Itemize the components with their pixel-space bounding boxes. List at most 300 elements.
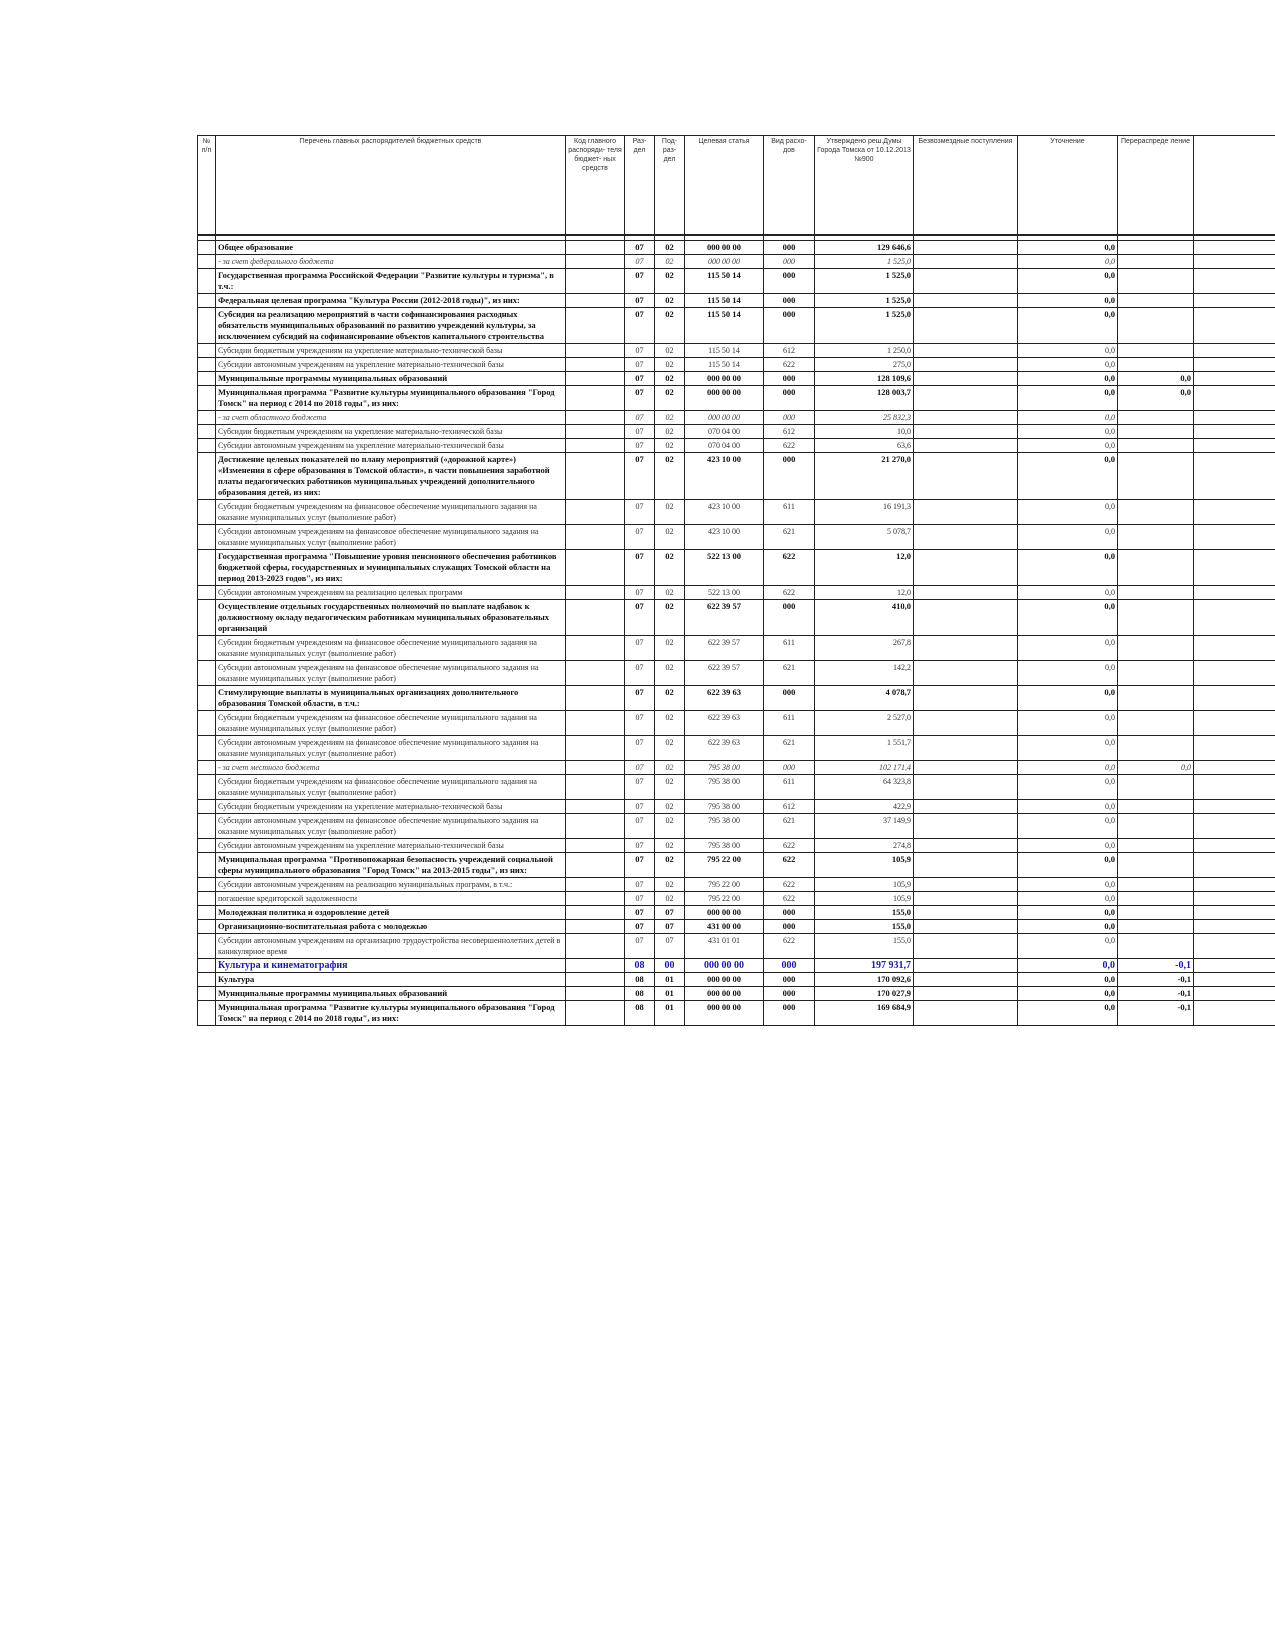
cell-expense-type: 621 bbox=[764, 525, 815, 550]
cell-code bbox=[566, 711, 625, 736]
cell-clarification: 0,0 bbox=[1018, 1001, 1118, 1026]
cell-name: Субсидии автономным учреждениям на укрепление материально-технической базы bbox=[216, 439, 566, 453]
cell-clarification: 0,0 bbox=[1018, 586, 1118, 600]
cell-approved: 422,9 bbox=[815, 800, 914, 814]
cell-gratuitous bbox=[914, 761, 1018, 775]
cell-redistribution bbox=[1118, 358, 1194, 372]
cell-podrazdel: 07 bbox=[655, 920, 685, 934]
cell-redistribution bbox=[1118, 800, 1194, 814]
cell-target-article: 431 00 00 bbox=[685, 920, 764, 934]
cell-gratuitous bbox=[914, 344, 1018, 358]
cell-redistribution bbox=[1118, 661, 1194, 686]
cell-num bbox=[198, 920, 216, 934]
cell-redistribution bbox=[1118, 906, 1194, 920]
cell-razdel: 07 bbox=[625, 500, 655, 525]
cell-num bbox=[198, 906, 216, 920]
cell-podrazdel: 02 bbox=[655, 386, 685, 411]
cell-redistribution bbox=[1118, 711, 1194, 736]
cell-gratuitous bbox=[914, 711, 1018, 736]
cell-clarification: 0,0 bbox=[1018, 636, 1118, 661]
cell-num bbox=[198, 853, 216, 878]
cell-razdel: 07 bbox=[625, 600, 655, 636]
cell-name: Государственная программа Российской Федерации "Развитие культуры и туризма", в т.ч.: bbox=[216, 269, 566, 294]
cell-clarification: 0,0 bbox=[1018, 439, 1118, 453]
cell-redistribution bbox=[1118, 425, 1194, 439]
table-row bbox=[198, 500, 1275, 525]
cell-razdel: 07 bbox=[625, 344, 655, 358]
header-extra bbox=[1194, 136, 1275, 236]
cell-approved: 21 270,0 bbox=[815, 453, 914, 500]
cell-clarification: 0,0 bbox=[1018, 372, 1118, 386]
cell-code bbox=[566, 386, 625, 411]
table-row bbox=[198, 987, 1275, 1001]
cell-clarification: 0,0 bbox=[1018, 814, 1118, 839]
cell-num bbox=[198, 269, 216, 294]
cell-approved: 169 684,9 bbox=[815, 1001, 914, 1026]
cell-expense-type: 622 bbox=[764, 358, 815, 372]
header-gratuitous: Безвозмездные поступления bbox=[914, 136, 1018, 236]
cell-podrazdel: 02 bbox=[655, 892, 685, 906]
cell-clarification: 0,0 bbox=[1018, 500, 1118, 525]
cell-num bbox=[198, 525, 216, 550]
cell-target-article: 000 00 00 bbox=[685, 386, 764, 411]
header-expense-type: Вид расхо- дов bbox=[764, 136, 815, 236]
cell-code bbox=[566, 358, 625, 372]
cell-podrazdel: 02 bbox=[655, 453, 685, 500]
cell-clarification: 0,0 bbox=[1018, 906, 1118, 920]
cell-name: Стимулирующие выплаты в муниципальных организациях дополнительного образования Томской области, в т.ч.: bbox=[216, 686, 566, 711]
cell-redistribution: -0,1 bbox=[1118, 1001, 1194, 1026]
header-num: № п/п bbox=[198, 136, 216, 236]
cell-approved: 1 525,0 bbox=[815, 255, 914, 269]
cell-razdel: 07 bbox=[625, 372, 655, 386]
table-row bbox=[198, 372, 1275, 386]
cell-expense-type: 622 bbox=[764, 586, 815, 600]
cell-name: Культура bbox=[216, 973, 566, 987]
cell-razdel: 07 bbox=[625, 686, 655, 711]
cell-approved: 1 525,0 bbox=[815, 269, 914, 294]
cell-podrazdel: 02 bbox=[655, 711, 685, 736]
cell-name: Субсидии автономным учреждениям на укрепление материально-технической базы bbox=[216, 358, 566, 372]
table-row bbox=[198, 934, 1275, 959]
cell-target-article: 795 38 00 bbox=[685, 775, 764, 800]
cell-code bbox=[566, 411, 625, 425]
cell-razdel: 07 bbox=[625, 586, 655, 600]
cell-gratuitous bbox=[914, 736, 1018, 761]
cell-approved: 102 171,4 bbox=[815, 761, 914, 775]
cell-expense-type: 000 bbox=[764, 386, 815, 411]
cell-redistribution bbox=[1118, 775, 1194, 800]
cell-approved: 10,0 bbox=[815, 425, 914, 439]
cell-gratuitous bbox=[914, 600, 1018, 636]
cell-expense-type: 611 bbox=[764, 775, 815, 800]
cell-target-article: 423 10 00 bbox=[685, 453, 764, 500]
cell-approved: 410,0 bbox=[815, 600, 914, 636]
cell-name: Молодежная политика и оздоровление детей bbox=[216, 906, 566, 920]
cell-razdel: 07 bbox=[625, 906, 655, 920]
cell-redistribution bbox=[1118, 736, 1194, 761]
cell-podrazdel: 01 bbox=[655, 973, 685, 987]
cell-num bbox=[198, 878, 216, 892]
cell-num bbox=[198, 973, 216, 987]
cell-expense-type: 612 bbox=[764, 425, 815, 439]
cell-expense-type: 621 bbox=[764, 661, 815, 686]
cell-num bbox=[198, 800, 216, 814]
cell-podrazdel: 02 bbox=[655, 269, 685, 294]
cell-name: Субсидии автономным учреждениям на финансовое обеспечение муниципального задания на оказание муниципальных услуг (выполнение работ) bbox=[216, 661, 566, 686]
cell-expense-type: 622 bbox=[764, 878, 815, 892]
cell-target-article: 622 39 57 bbox=[685, 600, 764, 636]
cell-name: Организационно-воспитательная работа с молодежью bbox=[216, 920, 566, 934]
cell-extra bbox=[1194, 550, 1275, 586]
cell-expense-type: 000 bbox=[764, 453, 815, 500]
cell-code bbox=[566, 853, 625, 878]
cell-clarification: 0,0 bbox=[1018, 600, 1118, 636]
cell-redistribution bbox=[1118, 934, 1194, 959]
table-row bbox=[198, 959, 1275, 973]
cell-target-article: 795 22 00 bbox=[685, 878, 764, 892]
cell-target-article: 622 39 63 bbox=[685, 711, 764, 736]
cell-podrazdel: 02 bbox=[655, 853, 685, 878]
table-row bbox=[198, 686, 1275, 711]
cell-podrazdel: 02 bbox=[655, 636, 685, 661]
cell-num bbox=[198, 987, 216, 1001]
cell-name: Муниципальные программы муниципальных образований bbox=[216, 987, 566, 1001]
cell-podrazdel: 02 bbox=[655, 586, 685, 600]
cell-redistribution bbox=[1118, 308, 1194, 344]
table-row bbox=[198, 1001, 1275, 1026]
cell-extra bbox=[1194, 839, 1275, 853]
table-row bbox=[198, 358, 1275, 372]
cell-podrazdel: 02 bbox=[655, 814, 685, 839]
cell-approved: 128 003,7 bbox=[815, 386, 914, 411]
table-row bbox=[198, 586, 1275, 600]
cell-gratuitous bbox=[914, 525, 1018, 550]
cell-gratuitous bbox=[914, 892, 1018, 906]
cell-num bbox=[198, 711, 216, 736]
budget-table bbox=[197, 135, 1275, 1026]
cell-code bbox=[566, 661, 625, 686]
cell-extra bbox=[1194, 934, 1275, 959]
table-row bbox=[198, 255, 1275, 269]
cell-target-article: 115 50 14 bbox=[685, 358, 764, 372]
cell-razdel: 08 bbox=[625, 987, 655, 1001]
cell-code bbox=[566, 294, 625, 308]
cell-num bbox=[198, 255, 216, 269]
cell-code bbox=[566, 550, 625, 586]
table-row bbox=[198, 814, 1275, 839]
cell-gratuitous bbox=[914, 294, 1018, 308]
cell-target-article: 795 38 00 bbox=[685, 814, 764, 839]
cell-name: Достижение целевых показателей по плану мероприятий («дорожной карте») «Изменения в сфере образования в Томской области», в части повышения заработной платы педагогических работников муниципальных учреждений дополнительного образования детей, из них: bbox=[216, 453, 566, 500]
cell-extra bbox=[1194, 255, 1275, 269]
cell-podrazdel: 02 bbox=[655, 294, 685, 308]
cell-expense-type: 622 bbox=[764, 839, 815, 853]
cell-expense-type: 621 bbox=[764, 814, 815, 839]
cell-razdel: 07 bbox=[625, 711, 655, 736]
cell-name: Субсидии автономным учреждениям на организацию трудоустройства несовершеннолетних детей в каникулярное время bbox=[216, 934, 566, 959]
cell-gratuitous bbox=[914, 800, 1018, 814]
cell-name: - за счет федерального бюджета bbox=[216, 255, 566, 269]
cell-gratuitous bbox=[914, 814, 1018, 839]
cell-gratuitous bbox=[914, 959, 1018, 973]
cell-expense-type: 612 bbox=[764, 344, 815, 358]
cell-redistribution bbox=[1118, 241, 1194, 255]
cell-approved: 155,0 bbox=[815, 920, 914, 934]
cell-code bbox=[566, 500, 625, 525]
cell-clarification: 0,0 bbox=[1018, 736, 1118, 761]
cell-extra bbox=[1194, 500, 1275, 525]
cell-num bbox=[198, 453, 216, 500]
cell-clarification: 0,0 bbox=[1018, 294, 1118, 308]
cell-target-article: 423 10 00 bbox=[685, 525, 764, 550]
cell-clarification: 0,0 bbox=[1018, 358, 1118, 372]
cell-gratuitous bbox=[914, 500, 1018, 525]
cell-target-article: 115 50 14 bbox=[685, 308, 764, 344]
cell-approved: 275,0 bbox=[815, 358, 914, 372]
table-row bbox=[198, 878, 1275, 892]
cell-razdel: 07 bbox=[625, 839, 655, 853]
cell-razdel: 07 bbox=[625, 814, 655, 839]
cell-extra bbox=[1194, 892, 1275, 906]
cell-razdel: 07 bbox=[625, 550, 655, 586]
cell-num bbox=[198, 736, 216, 761]
cell-code bbox=[566, 934, 625, 959]
cell-podrazdel: 02 bbox=[655, 686, 685, 711]
cell-clarification: 0,0 bbox=[1018, 255, 1118, 269]
cell-target-article: 622 39 63 bbox=[685, 736, 764, 761]
cell-code bbox=[566, 308, 625, 344]
cell-name: Муниципальная программа "Противопожарная безопасность учреждений социальной сферы муниципального образования "Город Томск" на 2013-2015 годы", из них: bbox=[216, 853, 566, 878]
cell-podrazdel: 02 bbox=[655, 525, 685, 550]
cell-extra bbox=[1194, 344, 1275, 358]
cell-expense-type: 000 bbox=[764, 600, 815, 636]
cell-extra bbox=[1194, 600, 1275, 636]
cell-redistribution bbox=[1118, 269, 1194, 294]
cell-clarification: 0,0 bbox=[1018, 386, 1118, 411]
cell-approved: 129 646,6 bbox=[815, 241, 914, 255]
cell-clarification: 0,0 bbox=[1018, 839, 1118, 853]
cell-redistribution bbox=[1118, 411, 1194, 425]
cell-target-article: 000 00 00 bbox=[685, 906, 764, 920]
cell-code bbox=[566, 839, 625, 853]
cell-razdel: 07 bbox=[625, 761, 655, 775]
cell-clarification: 0,0 bbox=[1018, 308, 1118, 344]
cell-target-article: 622 39 57 bbox=[685, 661, 764, 686]
cell-razdel: 08 bbox=[625, 959, 655, 973]
cell-gratuitous bbox=[914, 878, 1018, 892]
cell-target-article: 000 00 00 bbox=[685, 255, 764, 269]
cell-redistribution: -0,1 bbox=[1118, 987, 1194, 1001]
cell-approved: 5 078,7 bbox=[815, 525, 914, 550]
cell-expense-type: 611 bbox=[764, 500, 815, 525]
cell-target-article: 000 00 00 bbox=[685, 987, 764, 1001]
cell-razdel: 07 bbox=[625, 269, 655, 294]
cell-target-article: 423 10 00 bbox=[685, 500, 764, 525]
cell-name: Муниципальные программы муниципальных образований bbox=[216, 372, 566, 386]
cell-extra bbox=[1194, 586, 1275, 600]
cell-extra bbox=[1194, 800, 1275, 814]
cell-clarification: 0,0 bbox=[1018, 550, 1118, 586]
cell-expense-type: 621 bbox=[764, 736, 815, 761]
table-row bbox=[198, 920, 1275, 934]
cell-expense-type: 000 bbox=[764, 686, 815, 711]
cell-name: Субсидии автономным учреждениям на реализацию целевых программ bbox=[216, 586, 566, 600]
cell-clarification: 0,0 bbox=[1018, 269, 1118, 294]
cell-razdel: 07 bbox=[625, 853, 655, 878]
table-row bbox=[198, 775, 1275, 800]
cell-num bbox=[198, 934, 216, 959]
table-row bbox=[198, 906, 1275, 920]
cell-gratuitous bbox=[914, 439, 1018, 453]
cell-num bbox=[198, 241, 216, 255]
cell-gratuitous bbox=[914, 586, 1018, 600]
cell-redistribution bbox=[1118, 453, 1194, 500]
cell-approved: 1 250,0 bbox=[815, 344, 914, 358]
cell-target-article: 795 38 00 bbox=[685, 800, 764, 814]
cell-num bbox=[198, 761, 216, 775]
cell-approved: 105,9 bbox=[815, 892, 914, 906]
cell-code bbox=[566, 600, 625, 636]
cell-expense-type: 611 bbox=[764, 711, 815, 736]
cell-code bbox=[566, 636, 625, 661]
cell-approved: 197 931,7 bbox=[815, 959, 914, 973]
cell-redistribution bbox=[1118, 814, 1194, 839]
cell-razdel: 07 bbox=[625, 241, 655, 255]
cell-name: Субсидии автономным учреждениям на финансовое обеспечение муниципального задания на оказание муниципальных услуг (выполнение работ) bbox=[216, 814, 566, 839]
cell-clarification: 0,0 bbox=[1018, 920, 1118, 934]
table-row bbox=[198, 853, 1275, 878]
cell-gratuitous bbox=[914, 839, 1018, 853]
cell-clarification: 0,0 bbox=[1018, 878, 1118, 892]
cell-redistribution: 0,0 bbox=[1118, 761, 1194, 775]
cell-clarification: 0,0 bbox=[1018, 761, 1118, 775]
cell-redistribution bbox=[1118, 636, 1194, 661]
cell-name: Субсидии автономным учреждениям на укрепление материально-технической базы bbox=[216, 839, 566, 853]
cell-name: погашение кредиторской задолженности bbox=[216, 892, 566, 906]
cell-clarification: 0,0 bbox=[1018, 959, 1118, 973]
cell-code bbox=[566, 906, 625, 920]
cell-redistribution bbox=[1118, 255, 1194, 269]
cell-name: Осуществление отдельных государственных полномочий по выплате надбавок к должностному окладу педагогическим работникам муниципальных образовательных организаций bbox=[216, 600, 566, 636]
cell-code bbox=[566, 736, 625, 761]
cell-gratuitous bbox=[914, 411, 1018, 425]
cell-clarification: 0,0 bbox=[1018, 661, 1118, 686]
cell-extra bbox=[1194, 241, 1275, 255]
cell-target-article: 115 50 14 bbox=[685, 294, 764, 308]
cell-podrazdel: 02 bbox=[655, 439, 685, 453]
cell-redistribution: -0,1 bbox=[1118, 959, 1194, 973]
table-row bbox=[198, 839, 1275, 853]
cell-clarification: 0,0 bbox=[1018, 711, 1118, 736]
cell-code bbox=[566, 686, 625, 711]
cell-redistribution bbox=[1118, 500, 1194, 525]
cell-gratuitous bbox=[914, 775, 1018, 800]
table-row bbox=[198, 711, 1275, 736]
header-redistribution: Перераспреде ление bbox=[1118, 136, 1194, 236]
cell-extra bbox=[1194, 761, 1275, 775]
cell-redistribution bbox=[1118, 892, 1194, 906]
cell-gratuitous bbox=[914, 1001, 1018, 1026]
cell-approved: 16 191,3 bbox=[815, 500, 914, 525]
cell-razdel: 08 bbox=[625, 1001, 655, 1026]
cell-expense-type: 622 bbox=[764, 439, 815, 453]
cell-extra bbox=[1194, 269, 1275, 294]
cell-clarification: 0,0 bbox=[1018, 411, 1118, 425]
cell-code bbox=[566, 525, 625, 550]
cell-extra bbox=[1194, 959, 1275, 973]
header-name: Перечень главных распорядителей бюджетных средств bbox=[216, 136, 566, 236]
cell-extra bbox=[1194, 686, 1275, 711]
cell-code bbox=[566, 1001, 625, 1026]
cell-num bbox=[198, 308, 216, 344]
cell-expense-type: 611 bbox=[764, 636, 815, 661]
cell-gratuitous bbox=[914, 906, 1018, 920]
cell-podrazdel: 02 bbox=[655, 372, 685, 386]
cell-clarification: 0,0 bbox=[1018, 934, 1118, 959]
cell-target-article: 795 38 00 bbox=[685, 839, 764, 853]
cell-approved: 142,2 bbox=[815, 661, 914, 686]
cell-expense-type: 000 bbox=[764, 761, 815, 775]
cell-name: Субсидии бюджетным учреждениям на укрепление материально-технической базы bbox=[216, 800, 566, 814]
cell-gratuitous bbox=[914, 973, 1018, 987]
cell-target-article: 795 38 00 bbox=[685, 761, 764, 775]
cell-approved: 105,9 bbox=[815, 853, 914, 878]
cell-podrazdel: 07 bbox=[655, 906, 685, 920]
cell-extra bbox=[1194, 525, 1275, 550]
table-header-row bbox=[198, 136, 1275, 236]
cell-clarification: 0,0 bbox=[1018, 344, 1118, 358]
cell-num bbox=[198, 358, 216, 372]
cell-razdel: 07 bbox=[625, 775, 655, 800]
cell-razdel: 07 bbox=[625, 439, 655, 453]
cell-razdel: 07 bbox=[625, 453, 655, 500]
cell-code bbox=[566, 920, 625, 934]
cell-extra bbox=[1194, 878, 1275, 892]
table-row bbox=[198, 241, 1275, 255]
cell-extra bbox=[1194, 439, 1275, 453]
cell-num bbox=[198, 686, 216, 711]
cell-clarification: 0,0 bbox=[1018, 775, 1118, 800]
cell-target-article: 000 00 00 bbox=[685, 411, 764, 425]
cell-approved: 155,0 bbox=[815, 906, 914, 920]
cell-extra bbox=[1194, 736, 1275, 761]
cell-expense-type: 000 bbox=[764, 294, 815, 308]
cell-code bbox=[566, 761, 625, 775]
cell-razdel: 07 bbox=[625, 425, 655, 439]
cell-podrazdel: 01 bbox=[655, 1001, 685, 1026]
table-row bbox=[198, 453, 1275, 500]
cell-redistribution bbox=[1118, 839, 1194, 853]
cell-podrazdel: 02 bbox=[655, 661, 685, 686]
cell-num bbox=[198, 839, 216, 853]
cell-extra bbox=[1194, 294, 1275, 308]
cell-gratuitous bbox=[914, 241, 1018, 255]
cell-code bbox=[566, 439, 625, 453]
cell-approved: 170 027,9 bbox=[815, 987, 914, 1001]
cell-redistribution: -0,1 bbox=[1118, 973, 1194, 987]
cell-approved: 1 525,0 bbox=[815, 294, 914, 308]
cell-extra bbox=[1194, 814, 1275, 839]
cell-expense-type: 000 bbox=[764, 987, 815, 1001]
cell-code bbox=[566, 775, 625, 800]
cell-podrazdel: 02 bbox=[655, 775, 685, 800]
cell-gratuitous bbox=[914, 636, 1018, 661]
cell-podrazdel: 02 bbox=[655, 736, 685, 761]
cell-podrazdel: 00 bbox=[655, 959, 685, 973]
cell-clarification: 0,0 bbox=[1018, 453, 1118, 500]
cell-expense-type: 000 bbox=[764, 1001, 815, 1026]
